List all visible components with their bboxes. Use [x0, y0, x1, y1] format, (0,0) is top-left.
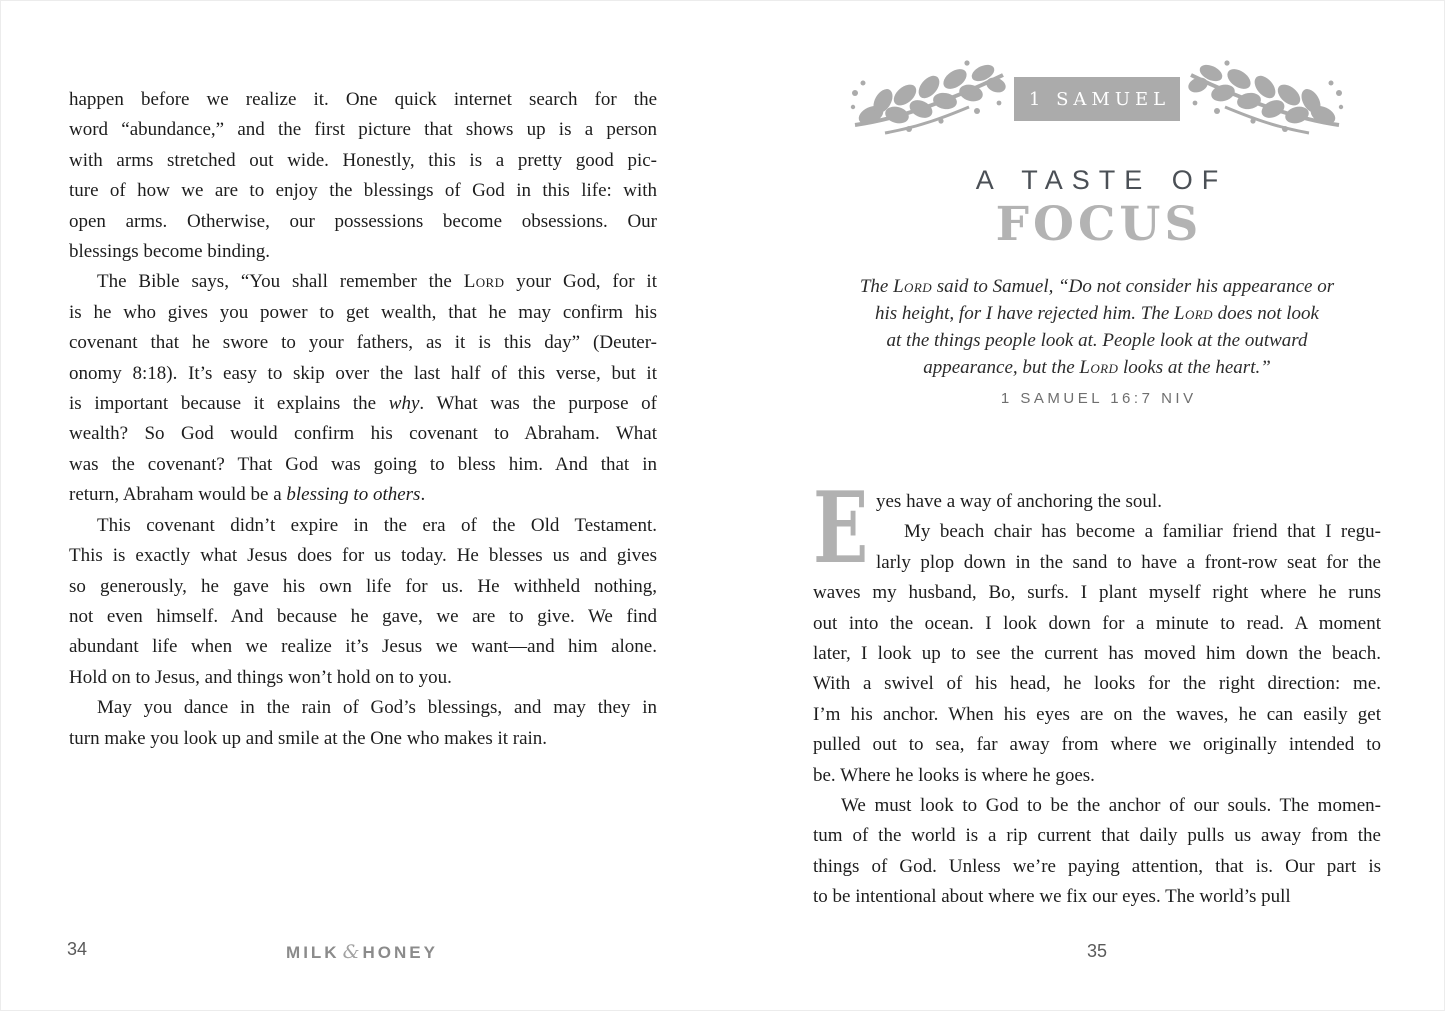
right-page-body-text — [813, 471, 1381, 913]
text-line: This covenant didn’t expire in the era of the Old Testament. — [97, 514, 657, 536]
book-name-label: 1 SAMUEL — [1028, 88, 1171, 110]
text-line: things of God. Unless we’re paying attention, that is. Our part is — [813, 855, 1381, 877]
text-line: to be intentional about where we fix our eyes. The world’s pull — [813, 886, 1291, 908]
laurel-branch-right-icon — [1185, 57, 1345, 141]
page-left — [1, 1, 723, 1010]
text-line: be. Where he looks is where he goes. — [813, 764, 1095, 786]
paragraph — [813, 517, 1381, 791]
quote-line: The Lord said to Samuel, “Do not consider his appearance or — [859, 276, 1335, 297]
text-line: The Bible says, “You shall remember the Lord your God, for it — [97, 271, 657, 293]
left-page-body-text — [69, 85, 657, 754]
text-line: pulled out to sea, far away from where we originally intended to — [813, 734, 1381, 756]
text-line: later, I look up to see the current has moved him down the beach. — [813, 643, 1381, 665]
book-logo — [1, 941, 723, 963]
book-name-badge — [1014, 77, 1180, 121]
logo-milk-text: MILK — [286, 943, 340, 962]
text-line: yes have a way of anchoring the soul. — [876, 491, 1162, 512]
chapter-title: FOCUS — [995, 197, 1203, 252]
text-line: This is exactly what Jesus does for us today. He blesses us and gives — [69, 545, 657, 567]
logo-honey-text: HONEY — [362, 943, 438, 962]
paragraph — [813, 791, 1381, 913]
text-line: is important because it explains the why. What was the purpose of — [69, 393, 657, 415]
text-line: Hold on to Jesus, and things won’t hold on to you. — [69, 666, 452, 688]
text-line: waves my husband, Bo, surfs. I plant myself right where he runs — [813, 582, 1381, 604]
quote-line: appearance, but the Lord looks at the heart.” — [923, 357, 1271, 378]
text-line: out into the ocean. I look down for a minute to read. A moment — [813, 612, 1381, 634]
text-line: ture of how we are to enjoy the blessings of God in this life: with — [69, 180, 657, 202]
page-right — [723, 1, 1445, 1010]
page-number-right: 35 — [1086, 941, 1108, 961]
text-line: blessings become binding. — [69, 241, 271, 263]
quote-line: at the things people look at. People look at the outward — [886, 330, 1308, 351]
logo-ampersand: & — [342, 941, 360, 963]
text-line: larly plop down in the sand to have a front-row seat for the — [876, 551, 1381, 573]
text-line: return, Abraham would be a blessing to others. — [69, 484, 426, 506]
text-line: turn make you look up and smile at the One who makes it rain. — [69, 727, 548, 749]
paragraph — [69, 693, 657, 754]
text-line: with arms stretched out wide. Honestly, this is a pretty good pic- — [69, 149, 657, 171]
paragraph — [69, 267, 657, 510]
page-number-left: 34 — [67, 939, 88, 959]
chapter-banner — [813, 57, 1381, 141]
paragraph — [69, 511, 657, 693]
scripture-reference: 1 SAMUEL 16:7 NIV — [1000, 390, 1197, 407]
right-page-body — [813, 471, 1381, 913]
paragraph — [813, 487, 1381, 517]
text-line: so generously, he gave his own life for us. He withheld nothing, — [69, 575, 657, 597]
text-line: covenant that he swore to your fathers, as it is this day” (Deuter- — [69, 332, 657, 354]
text-line: We must look to God to be the anchor of our souls. The momen- — [841, 795, 1381, 817]
text-line: word “abundance,” and the first picture that shows up is a person — [69, 119, 657, 141]
text-line: is he who gives you power to get wealth, that he may confirm his — [69, 301, 657, 323]
text-line: not even himself. And because he gave, we are to give. We find — [69, 605, 657, 627]
text-line: abundant life when we realize it’s Jesus we want—and him alone. — [69, 636, 657, 658]
text-line: May you dance in the rain of God’s blessings, and may they in — [97, 697, 657, 719]
scripture-quote — [813, 273, 1381, 381]
text-line: With a swivel of his head, he looks for the right direction: me. — [813, 673, 1381, 695]
text-line: happen before we realize it. One quick internet search for the — [69, 89, 657, 110]
quote-line: his height, for I have rejected him. The Lord does not look — [875, 303, 1319, 324]
chapter-kicker: A TASTE OF — [975, 165, 1228, 195]
laurel-branch-left-icon — [849, 57, 1009, 141]
text-line: onomy 8:18). It’s easy to skip over the last half of this verse, but it — [69, 362, 657, 384]
text-line: I’m his anchor. When his eyes are on the waves, he can easily get — [813, 703, 1381, 725]
text-line: open arms. Otherwise, our possessions become obsessions. Our — [69, 210, 657, 232]
text-line: was the covenant? That God was going to bless him. And that in — [69, 453, 657, 475]
text-line: wealth? So God would confirm his covenant to Abraham. What — [69, 423, 657, 445]
drop-cap: E — [813, 471, 869, 586]
text-line: My beach chair has become a familiar friend that I regu- — [904, 521, 1381, 543]
text-line: tum of the world is a rip current that daily pulls us away from the — [813, 825, 1381, 847]
paragraph — [69, 85, 657, 267]
